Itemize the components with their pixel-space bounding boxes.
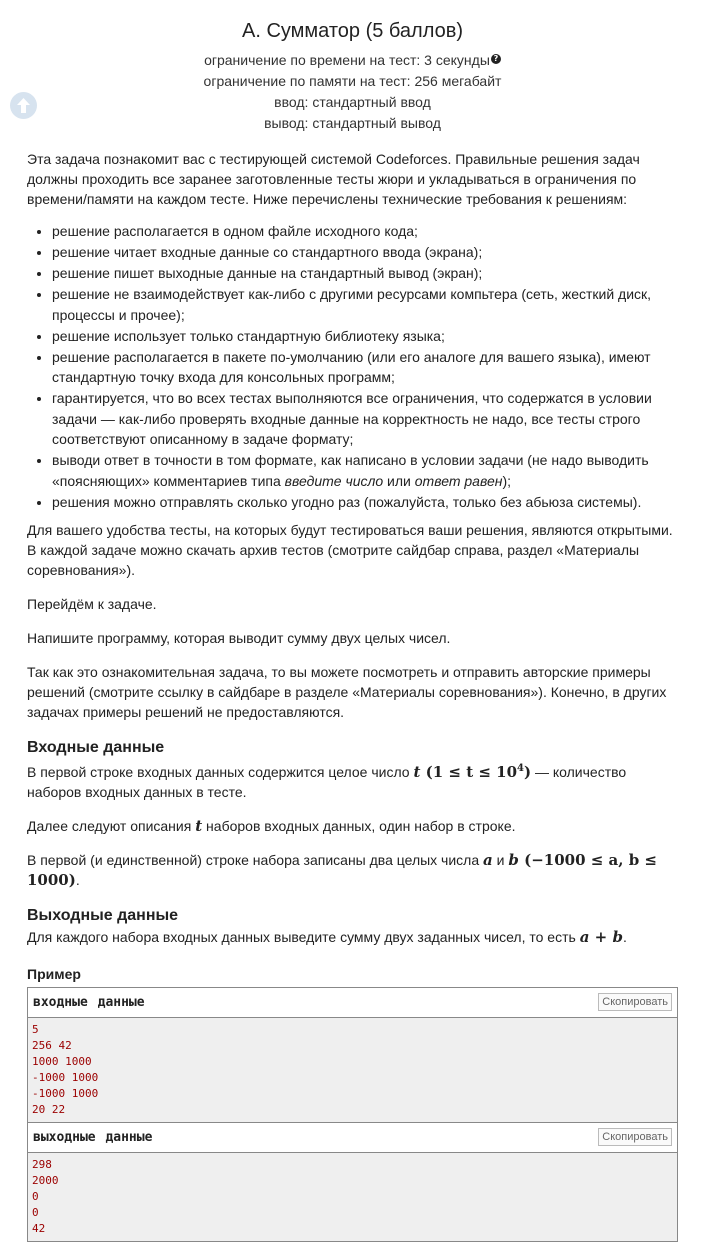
output-content	[28, 1153, 677, 1241]
list-item: • решение располагается в пакете по-умолчанию (или его аналоге для вашего языка), имеют стандартную точку входа для консольных программ;	[52, 347, 678, 388]
list-item: • решение пишет выходные данные на стандартный вывод (экран);	[52, 263, 678, 284]
memory-limit: ограничение по памяти на тест: 256 мегабайт	[203, 73, 502, 89]
task-paragraph: Напишите программу, которая выводит сумму двух целых чисел.	[27, 630, 451, 646]
example-block	[27, 987, 678, 1242]
problem-statement	[27, 149, 678, 1242]
example-solutions-paragraph: Так как это ознакомительная задача, то вы можете посмотреть и отправить авторские примеры решений (смотрите ссылку в сайдбаре в разделе «Материалы соревнования»). Конечно, в других задачах примеры решений не предоставляются.	[27, 664, 667, 720]
output-header	[28, 1122, 677, 1153]
input-line: 256 42	[32, 1039, 72, 1052]
input-type: ввод: стандартный ввод	[274, 94, 431, 110]
intro-paragraph: Эта задача познакомит вас с тестирующей системой Codeforces. Правильные решения задач должны проходить все заранее заготовленные тесты жюри и укладываться в ограничения по времени/памяти на каждом тесте. Ниже перечислены технические требования к решениям:	[27, 151, 640, 207]
input-paragraph-2: Далее следуют описания t наборов входных данных, один набор в строке.	[27, 817, 516, 835]
list-item: • выводи ответ в точности в том формате, как написано в условии задачи (не надо выводить «поясняющих» комментариев типа введите число или ответ равен);	[52, 450, 678, 491]
output-type: вывод: стандартный вывод	[264, 115, 441, 131]
output-line: 0	[32, 1190, 39, 1203]
list-item: • гарантируется, что во всех тестах выполняются все ограничения, что содержатся в условии задачи — как-либо проверять входные данные на корректность не надо, все тесты строго соответствуют описанному в задаче формату;	[52, 388, 678, 450]
output-paragraph: Для каждого набора входных данных выведите сумму двух заданных чисел, то есть a + b.	[27, 928, 627, 946]
output-line: 42	[32, 1222, 46, 1235]
input-line: -1000 1000	[32, 1087, 99, 1100]
input-header	[28, 988, 677, 1018]
input-label: входные данные	[33, 995, 145, 1010]
output-line: 0	[32, 1206, 39, 1219]
list-item: • решения можно отправлять сколько угодно раз (пожалуйста, только без абьюза системы).	[52, 492, 678, 513]
open-tests-paragraph: Для вашего удобства тесты, на которых будут тестироваться ваши решения, являются открытыми. В каждой задаче можно скачать архив тестов (смотрите сайдбар справа, раздел «Материалы соревнования»).	[27, 522, 673, 578]
input-line: 1000 1000	[32, 1055, 92, 1068]
input-content	[28, 1018, 677, 1122]
input-paragraph-1: В первой строке входных данных содержится целое число t $(1 \le t \le 10^4)$ — количество наборов входных данных в тесте.	[27, 763, 627, 800]
list-item: • решение не взаимодействует как-либо с другими ресурсами компьтера (сеть, жесткий диск, процессы и прочее);	[52, 284, 678, 325]
example-title: Пример	[27, 966, 81, 982]
copy-output-button[interactable]: Скопировать	[598, 1128, 672, 1146]
problem-header	[0, 17, 705, 134]
output-section-title: Выходные данные	[27, 907, 179, 924]
time-limit: ограничение по времени на тест: 3 секунды ?	[0, 50, 705, 71]
input-section-title: Входные данные	[27, 739, 165, 756]
help-icon[interactable]: ?	[491, 54, 501, 64]
copy-input-button[interactable]: Скопировать	[598, 993, 672, 1011]
input-line: -1000 1000	[32, 1071, 99, 1084]
go-paragraph: Перейдём к задаче.	[27, 596, 157, 612]
output-line: 298	[32, 1158, 52, 1171]
input-paragraph-3: В первой (и единственной) строке набора записаны два целых числа a и b (−1000 ≤ a, b ≤ 1000).	[27, 851, 657, 889]
output-line: 2000	[32, 1174, 59, 1187]
requirements-list	[27, 221, 678, 512]
problem-title: A. Сумматор (5 баллов)	[241, 20, 464, 42]
list-item: • решение использует только стандартную библиотеку языка;	[52, 326, 678, 347]
list-item: • решение читает входные данные со стандартного ввода (экрана);	[52, 242, 678, 263]
list-item: • решение располагается в одном файле исходного кода;	[52, 221, 678, 242]
input-line: 5	[32, 1023, 39, 1036]
scroll-up-icon[interactable]	[10, 92, 37, 119]
output-label: выходные данные	[33, 1130, 153, 1145]
input-line: 20 22	[32, 1103, 66, 1116]
